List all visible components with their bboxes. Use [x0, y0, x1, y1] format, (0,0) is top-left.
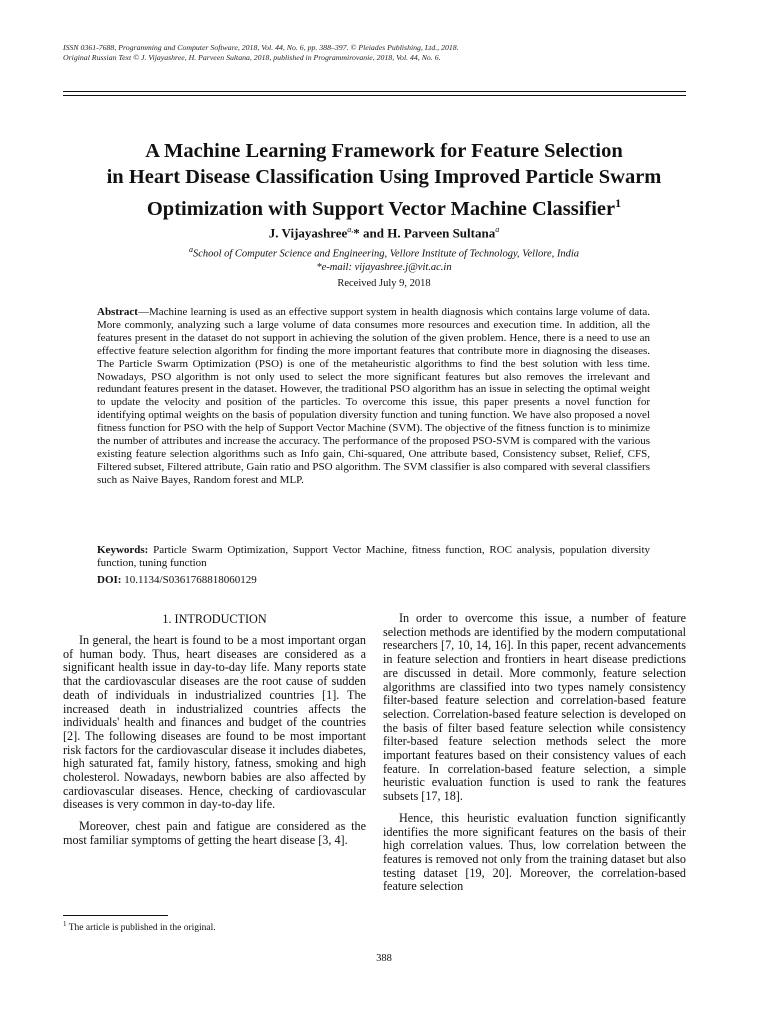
- abstract-text: —Machine learning is used as an effective support system in health diagnosis which contains large volume of data. More commonly, analyzing such a large volume of data consumes more resources and execution time. In addition, all the features present in the dataset do not support in achieving the solution of the given problem. Hence, there is a need to use an effective feature selection algorithm for finding the more important features that contribute more in diagnosing the diseases. The Particle Swarm Optimization (PSO) is one of the metaheuristic algorithms to find the best solution with less time. Nowadays, PSO algorithm is not only used to select the more significant features but also removes the irrelevant and redundant features present in the dataset. However, the traditional PSO algorithm has an issue in selecting the optimal weight to update the velocity and position of the particles. To overcome this issue, this paper presents a novel function for identifying optimal weights on the basis of population diversity function and tuning function. We have also proposed a novel fitness function for PSO with the help of Support Vector Machine (SVM). The objective of the fitness function is to minimize the number of attributes and increase the accuracy. The performance of the proposed PSO-SVM is compared with the various existing feature selection algorithms such as Info gain, Chi-squared, One attribute based, Consistency subset, Relief, CFS, Filtered subset, Filtered attribute, Gain ratio and PSO algorithm. The SVM classifier is also compared with several classifiers such as Naive Bayes, Random forest and MLP.: [97, 306, 650, 486]
- title-line-2: in Heart Disease Classification Using Improved Particle Swarm: [106, 166, 662, 188]
- author-list: [0, 222, 768, 241]
- abstract: [97, 306, 650, 487]
- right-column: [383, 612, 686, 902]
- footnote-mark: 1: [63, 920, 67, 928]
- received-date: Received July 9, 2018: [337, 278, 431, 289]
- doi: [97, 574, 650, 587]
- author-affiliation-mark: a: [495, 225, 500, 234]
- affiliation: [0, 243, 768, 261]
- original-text-line: Original Russian Text © J. Vijayashree, H. Parveen Sultana, 2018, published in Programmirovanie, 2018, Vol. 44, No. 6.: [63, 53, 441, 62]
- title-line-3: Optimization with Support Vector Machine Classifier: [146, 197, 616, 220]
- author-conjunction: and: [359, 225, 388, 241]
- title-line-1: A Machine Learning Framework for Feature Selection: [145, 140, 623, 162]
- author-name: H. Parveen Sultana: [387, 225, 496, 241]
- body-paragraph: In general, the heart is found to be a most important organ of human body. Thus, heart diseases are considered as a significant health issue in day-to-day life. Many reports state that the cardiovascular diseases are the root cause of sudden death of individuals in industrialized countries [1]. The increased death in industrialized countries affects the individuals' health and finances and budget of the countries [2]. The following diseases are found to be most important risk factors for the cardiovascular disease it includes diabetes, high saturated fat, family history, fatness, smoking and high cholesterol. Nowadays, newborn babies are also affected by cardiovascular diseases. Hence, checking of cardiovascular diseases is very common in day-to-day life.: [63, 633, 366, 812]
- journal-header: [63, 43, 703, 63]
- header-rule-bottom: [63, 95, 686, 96]
- footnote-rule: [63, 915, 168, 916]
- footnote: [63, 918, 366, 934]
- left-column: [63, 612, 366, 856]
- abstract-label: Abstract: [97, 306, 138, 318]
- keywords: [97, 544, 650, 570]
- header-rule-top: [63, 91, 686, 92]
- doi-value: 10.1134/S0361768818060129: [124, 574, 257, 586]
- affiliation-text: School of Computer Science and Engineering, Vellore Institute of Technology, Vellore, India: [192, 248, 580, 260]
- author-affiliation-mark: a,: [347, 225, 354, 234]
- paper-title: [40, 138, 728, 222]
- footnote-text: The article is published in the original.: [66, 923, 216, 934]
- title-footnote-mark: 1: [615, 196, 622, 210]
- body-paragraph: Moreover, chest pain and fatigue are considered as the most familiar symptoms of getting the heart disease [3, 4].: [63, 819, 366, 847]
- page-number: 388: [376, 953, 392, 964]
- corresponding-author-mark: *: [353, 225, 360, 241]
- body-paragraph: Hence, this heuristic evaluation function significantly identifies the more significant features on the basis of their high correlation values. Thus, low correlation between the features is removed not only from the training dataset but also testing dataset [19, 20]. Moreover, the correlation-based feature selection: [383, 810, 686, 894]
- doi-label: DOI:: [97, 574, 122, 586]
- affiliation-mark: a: [188, 245, 193, 254]
- body-paragraph: In order to overcome this issue, a number of feature selection methods are identified by the modern computational researchers [7, 10, 14, 16]. In this paper, recent advancements in feature selection and frontiers in heart disease predictions are discussed in detail. More commonly, feature selection algorithms are classified into two types namely consistency filter-based feature selection and correlation-based feature selection. Correlation-based feature selection is developed on the basis of filter based feature selection while consistency filter-based feature selection methods select the more important features based on their consistency values of each feature. In correlation-based feature selection, a simple heuristic evaluation function is used to rank the features subsets [17, 18].: [383, 611, 686, 804]
- keywords-text: Particle Swarm Optimization, Support Vector Machine, fitness function, ROC analysis, population diversity function, tuning function: [97, 544, 651, 569]
- keywords-label: Keywords:: [97, 544, 149, 556]
- author-name: J. Vijayashree: [268, 225, 348, 241]
- author-email: *e-mail: vijayashree.j@vit.ac.in: [316, 262, 452, 273]
- journal-citation-line: ISSN 0361-7688, Programming and Computer Software, 2018, Vol. 44, No. 6, pp. 388–397. © Pleiades Publishing, Ltd., 2018.: [63, 43, 459, 52]
- section-heading: 1. INTRODUCTION: [162, 612, 267, 626]
